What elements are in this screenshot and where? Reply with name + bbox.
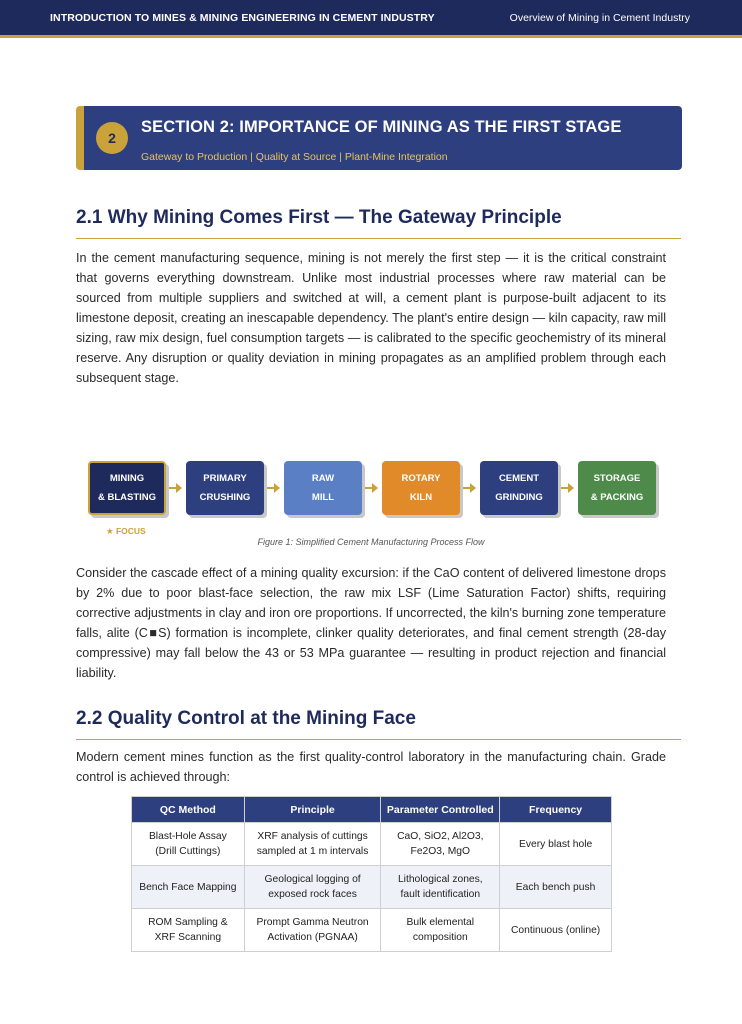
section-banner xyxy=(76,106,682,170)
flow-step-label: MILL xyxy=(311,492,335,503)
table-header-cell: Principle xyxy=(244,797,381,823)
flow-arrow-icon xyxy=(169,487,180,489)
table-cell xyxy=(244,823,381,866)
table-cell xyxy=(381,823,500,866)
table-cell-line: Every blast hole xyxy=(518,838,593,850)
table-cell xyxy=(500,823,612,866)
table-row xyxy=(132,909,612,952)
flow-step-label: GRINDING xyxy=(495,492,543,503)
flow-step-label: & PACKING xyxy=(590,492,644,503)
table-cell-line: Bulk elemental xyxy=(406,917,475,928)
table-cell xyxy=(132,866,245,909)
paragraph-gateway-principle: In the cement manufacturing sequence, mining is not merely the first step — it is the critical constraint that governs everything downstream. Unlike most industrial processes where raw material can be sourced from multiple suppliers and switched at will, a cement plant is purpose-built adjacent to its limestone deposit, creating an inescapable dependency. The plant's entire design — kiln capacity, raw mill sizing, raw mix design, fuel consumption targets — is calibrated to the specific geochemistry of its mineral reserve. Any disruption or quality deviation in mining propagates as an amplified problem through each subsequent stage. xyxy=(76,251,666,385)
flow-step-label: MINING xyxy=(109,473,145,484)
table-cell-line: composition xyxy=(412,932,468,943)
table-cell-line: sampled at 1 m intervals xyxy=(256,846,369,857)
flow-arrow-icon xyxy=(463,487,474,489)
table-cell xyxy=(500,866,612,909)
flow-arrow-icon xyxy=(365,487,376,489)
table-cell-line: ROM Sampling & xyxy=(148,917,228,928)
table-cell-line: (Drill Cuttings) xyxy=(155,846,221,857)
table-cell xyxy=(132,823,245,866)
flow-step-label: CRUSHING xyxy=(199,492,251,503)
table-cell xyxy=(244,866,381,909)
table-cell-line: Fe2O3, MgO xyxy=(410,846,471,857)
table-cell-line: exposed rock faces xyxy=(268,889,357,900)
flow-step-6 xyxy=(578,461,656,515)
heading-2-1: 2.1 Why Mining Comes First — The Gateway Principle xyxy=(76,207,681,239)
table-header-cell: Parameter Controlled xyxy=(381,797,500,823)
flow-step-label: KILN xyxy=(409,492,433,503)
table-cell-line: Lithological zones, xyxy=(397,874,483,885)
figure-caption: Figure 1: Simplified Cement Manufacturing Process Flow xyxy=(257,537,485,547)
paragraph-cascade-effect: Consider the cascade effect of a mining quality excursion: if the CaO content of delivered limestone drops by 2% due to poor blast-face selection, the raw mix LSF (Lime Saturation Factor) shifts, requiring corrective adjustments in clay and iron ore proportions. If uncorrected, the kiln's burning zone temperature falls, alite (C■S) formation is incomplete, clinker quality deteriorates, and final cement strength (28-day compressive) may fall below the 43 or 53 MPa guarantee — resulting in product rejection and financial liability. xyxy=(76,566,666,680)
table-row xyxy=(132,866,612,909)
flow-step-2 xyxy=(186,461,264,515)
table-cell-line: Bench Face Mapping xyxy=(139,881,237,893)
flow-step-label: RAW xyxy=(311,473,335,484)
flow-arrow-icon xyxy=(561,487,572,489)
section-subtitle: Gateway to Production | Quality at Source | Plant-Mine Integration xyxy=(141,151,448,163)
focus-label: ★ FOCUS xyxy=(106,526,146,536)
table-cell-line: Continuous (online) xyxy=(510,924,601,936)
table-cell-line: Blast-Hole Assay xyxy=(148,831,227,842)
table-cell-line: XRF Scanning xyxy=(154,932,222,943)
table-header-cell: QC Method xyxy=(132,797,245,823)
heading-2-2: 2.2 Quality Control at the Mining Face xyxy=(76,708,681,740)
table-cell xyxy=(244,909,381,952)
flow-step-4 xyxy=(382,461,460,515)
header-right-title: Overview of Mining in Cement Industry xyxy=(509,12,690,24)
table-cell-line: fault identification xyxy=(400,889,481,900)
flow-arrow-icon xyxy=(267,487,278,489)
table-cell-line: Geological logging of xyxy=(264,874,361,885)
flow-step-1 xyxy=(88,461,166,515)
flow-step-label: CEMENT xyxy=(498,473,540,484)
paragraph-qc-intro: Modern cement mines function as the first quality-control laboratory in the manufacturing chain. Grade control is achieved through: xyxy=(76,750,666,784)
qc-methods-table xyxy=(131,796,612,952)
table-cell-line: CaO, SiO2, Al2O3, xyxy=(397,831,484,842)
flow-step-5 xyxy=(480,461,558,515)
flow-step-label: PRIMARY xyxy=(203,473,247,484)
table-cell xyxy=(132,909,245,952)
table-header-cell: Frequency xyxy=(500,797,612,823)
table-cell-line: XRF analysis of cuttings xyxy=(257,831,368,842)
flow-step-label: ROTARY xyxy=(401,473,441,484)
running-header xyxy=(0,0,742,38)
table-cell xyxy=(381,866,500,909)
table-cell-line: Each bench push xyxy=(515,881,596,893)
table-cell xyxy=(500,909,612,952)
header-left-title: INTRODUCTION TO MINES & MINING ENGINEERING IN CEMENT INDUSTRY xyxy=(50,12,435,24)
table-cell-line: Activation (PGNAA) xyxy=(267,932,358,943)
table-cell xyxy=(381,909,500,952)
section-number-badge: 2 xyxy=(96,122,128,154)
flow-step-label: STORAGE xyxy=(593,473,641,484)
table-cell-line: Prompt Gamma Neutron xyxy=(256,917,369,928)
flow-step-label: & BLASTING xyxy=(97,492,157,503)
flow-step-3 xyxy=(284,461,362,515)
section-title: SECTION 2: IMPORTANCE OF MINING AS THE FIRST STAGE xyxy=(141,118,622,136)
table-row xyxy=(132,823,612,866)
